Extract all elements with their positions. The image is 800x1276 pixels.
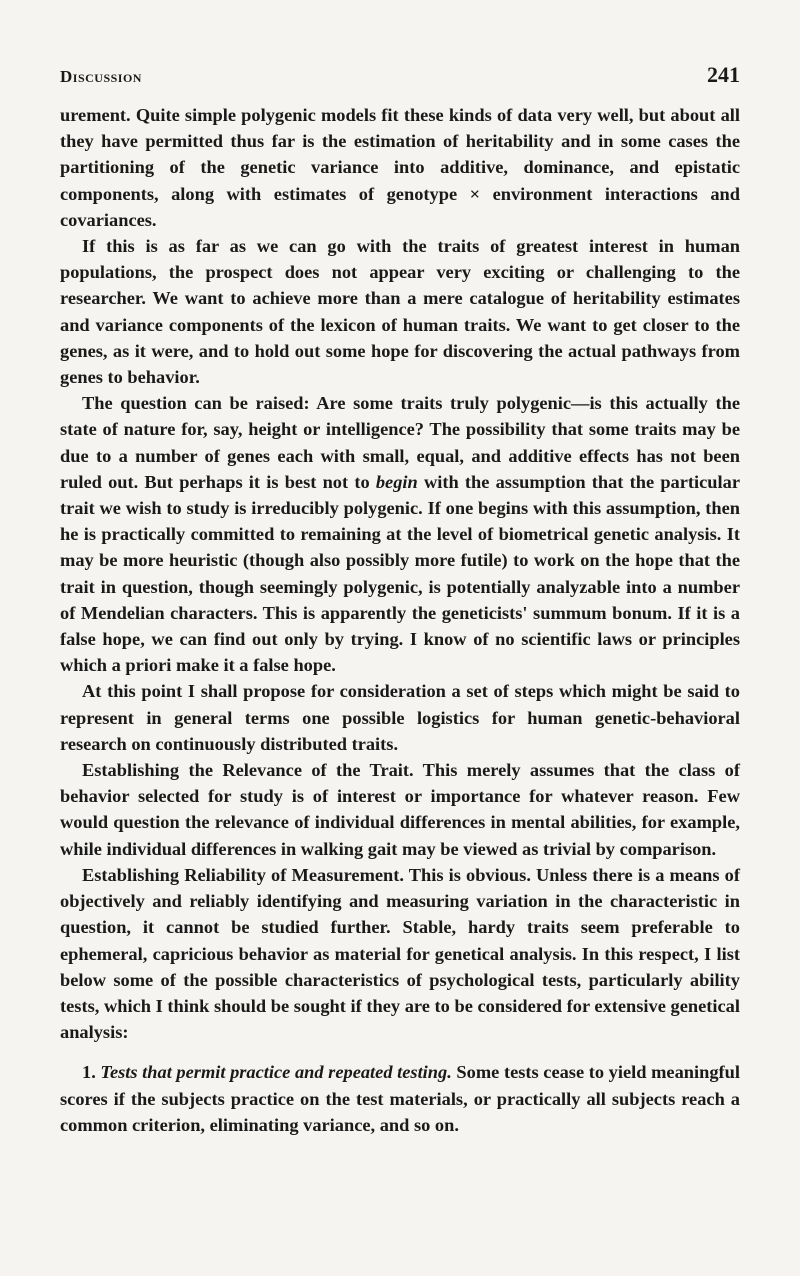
paragraph-text: This is obvious. Unless there is a means of objectively and reliably identifying and measuring variation in the characteristic in question, it cannot be studied further. Stable, hardy traits seem preferable to ephemeral, capricious behavior as material for genetical analysis. In this respect, I list below some of the possible characteristics of psychological tests, particularly ability tests, which I think should be sought if they are to be considered for extensive genetical analysis:	[60, 864, 740, 1043]
list-item-italic-title: Tests that permit practice and repeated testing.	[100, 1062, 452, 1083]
paragraph-text: At this point I shall propose for consideration a set of steps which might be said to represent in general terms one possible logistics for human genetic-behavioral research on continuously distributed traits.	[60, 681, 740, 754]
run-in-heading-relevance: Establishing the Relevance of the Trait.	[82, 760, 414, 781]
paragraph-3	[60, 390, 740, 678]
paragraph-1	[60, 102, 740, 233]
list-number: 1.	[82, 1062, 96, 1083]
paragraph-text: The question can be raised: Are some traits truly polygenic—is this actually the state of nature for, say, height or intelligence? The possibility that some traits may be due to a number of genes each with small, equal, and additive effects has not been ruled out. But perhaps it is best not to	[60, 393, 740, 492]
section-title: Discussion	[60, 67, 142, 86]
paragraph-reliability	[60, 862, 740, 1045]
paragraph-text: This merely assumes that the class of behavior selected for study is of interest or importance for whatever reason. Few would question the relevance of individual differences in mental abilities, for example, while individual differences in walking gait may be viewed as trivial by comparison.	[60, 760, 740, 859]
page	[60, 62, 740, 1138]
run-in-heading-reliability: Establishing Reliability of Measurement.	[82, 864, 404, 885]
running-head	[60, 62, 740, 88]
body-text	[60, 102, 740, 1138]
paragraph-text: If this is as far as we can go with the traits of greatest interest in human populations, the prospect does not appear very exciting or challenging to the researcher. We want to achieve more than a mere catalogue of heritability estimates and variance components of the lexicon of human traits. We want to get closer to the genes, as it were, and to hold out some hope for discovering the actual pathways from genes to behavior.	[60, 236, 740, 388]
paragraph-text: urement. Quite simple polygenic models fit these kinds of data very well, but about all they have permitted thus far is the estimation of heritability and in some cases the partitioning of the genetic variance into additive, dominance, and epistatic components, along with estimates of genotype × environment interactions and covariances.	[60, 105, 740, 230]
list-item-1	[60, 1059, 740, 1138]
paragraph-relevance	[60, 757, 740, 862]
paragraph-4	[60, 678, 740, 757]
paragraph-text: Some tests cease to yield meaningful scores if the subjects practice on the test materials, or practically all subjects reach a common criterion, eliminating variance, and so on.	[60, 1062, 740, 1135]
page-number: 241	[707, 62, 740, 87]
emphasis-begin: begin	[375, 471, 418, 492]
paragraph-2	[60, 233, 740, 390]
paragraph-text: with the assumption that the particular trait we wish to study is irreducibly polygenic. If one begins with this assumption, then he is practically committed to remaining at the level of biometrical genetic analysis. It may be more heuristic (though also possibly more futile) to work on the hope that the trait in question, though seemingly polygenic, is potentially analyzable into a number of Mendelian characters. This is apparently the geneticists' summum bonum. If it is a false hope, we can find out only by trying. I know of no scientific laws or principles which a priori make it a false hope.	[60, 471, 740, 676]
